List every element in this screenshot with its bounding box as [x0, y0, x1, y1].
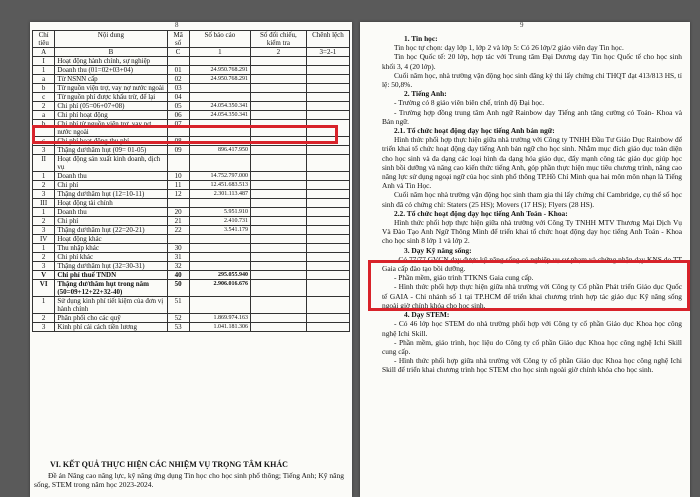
row-report-value-cell: 24.054.350.341 [189, 102, 250, 111]
row-content-cell: Kinh phí cải cách tiền lương [55, 323, 167, 332]
row-index-cell: 1 [33, 244, 55, 253]
table-row [33, 172, 350, 181]
row-difference-cell [306, 262, 349, 271]
row-index-cell: b [33, 120, 55, 137]
row-index-cell: c [33, 93, 55, 102]
table-row [33, 280, 350, 297]
table-row [33, 208, 350, 217]
body-paragraph: - Hình thức phối hợp giữa nhà trường với Công ty cổ phần Giáo dục Khoa học công nghệ Ichi Skill để triển khai chương trình học STEM cho học sinh ngoài giờ chính khóa cho học sinh. [382, 356, 682, 375]
row-content-cell: Từ nguồn viện trợ, vay nợ nước ngoài [55, 84, 167, 93]
row-report-value-cell [189, 253, 250, 262]
table-row [33, 111, 350, 120]
letter-cell: 2 [251, 48, 307, 57]
row-report-value-cell [189, 235, 250, 244]
body-paragraph: Hình thức phối hợp thực hiện giữa nhà trường với Công Ty TNHH MTV Thương Mại Dịch Vụ Và Đào Tạo Anh Ngữ Thông Minh để triển khai tổ chức hoạt động dạy học tiếng Anh Toán - Khoa cho học sinh 8 lớp 1 và lớp 2. [382, 218, 682, 246]
row-index-cell: b [33, 84, 55, 93]
row-index-cell: III [33, 199, 55, 208]
section-heading: 2.1. Tổ chức hoạt động dạy học tiếng Anh bản ngữ: [394, 126, 555, 136]
row-code-cell: 04 [167, 93, 189, 102]
row-report-value-cell [189, 244, 250, 253]
row-check-value-cell [251, 102, 307, 111]
section-heading: 1. Tin học: [404, 34, 438, 43]
row-difference-cell [306, 172, 349, 181]
row-code-cell: 07 [167, 120, 189, 137]
table-row [33, 199, 350, 208]
row-check-value-cell [251, 111, 307, 120]
table-letter-row [33, 48, 350, 57]
row-index-cell: 3 [33, 146, 55, 155]
row-index-cell: II [33, 155, 55, 172]
row-difference-cell [306, 226, 349, 235]
row-difference-cell [306, 102, 349, 111]
section-heading: 2. Tiếng Anh: [404, 89, 447, 99]
row-content-cell: Chi phí (05=06+07+08) [55, 102, 167, 111]
table-row [33, 244, 350, 253]
table-row [33, 297, 350, 314]
row-report-value-cell [189, 262, 250, 271]
row-difference-cell [306, 297, 349, 314]
table-row [33, 190, 350, 199]
row-index-cell: 2 [33, 181, 55, 190]
row-check-value-cell [251, 93, 307, 102]
row-check-value-cell [251, 226, 307, 235]
row-check-value-cell [251, 57, 307, 66]
row-report-value-cell [189, 199, 250, 208]
table-row [33, 93, 350, 102]
row-report-value-cell [189, 155, 250, 172]
row-content-cell: Thu nhập khác [55, 244, 167, 253]
row-difference-cell [306, 217, 349, 226]
row-report-value-cell: 12.451.683.513 [189, 181, 250, 190]
row-difference-cell [306, 84, 349, 93]
row-report-value-cell: 24.950.768.291 [189, 66, 250, 75]
row-code-cell: 21 [167, 217, 189, 226]
row-content-cell: Chi phí hoạt động thu phí [55, 137, 167, 146]
row-code-cell [167, 155, 189, 172]
page-number: 9 [520, 22, 524, 29]
row-code-cell: 52 [167, 314, 189, 323]
row-difference-cell [306, 93, 349, 102]
letter-cell: B [55, 48, 167, 57]
table-row [33, 84, 350, 93]
header-cell: Chỉ tiêu [33, 31, 55, 48]
row-difference-cell [306, 146, 349, 155]
row-index-cell: 3 [33, 226, 55, 235]
row-code-cell: 22 [167, 226, 189, 235]
row-index-cell: VI [33, 280, 55, 297]
row-index-cell: 3 [33, 323, 55, 332]
row-difference-cell [306, 271, 349, 280]
row-index-cell: c [33, 137, 55, 146]
header-cell: Số đối chiếu, kiểm tra [251, 31, 307, 48]
row-content-cell: Chi phí khác [55, 253, 167, 262]
row-difference-cell [306, 75, 349, 84]
row-difference-cell [306, 190, 349, 199]
table-row [33, 146, 350, 155]
row-index-cell: 2 [33, 102, 55, 111]
row-content-cell: Thặng dư/thâm hụt trong năm (50=09+12+22+32-40) [55, 280, 167, 297]
row-index-cell: 1 [33, 66, 55, 75]
row-difference-cell [306, 66, 349, 75]
row-content-cell: Chi phí [55, 217, 167, 226]
row-difference-cell [306, 155, 349, 172]
highlight-box-fee-revenue-row [32, 125, 338, 144]
row-difference-cell [306, 235, 349, 244]
row-code-cell: 40 [167, 271, 189, 280]
row-report-value-cell: 2.906.016.676 [189, 280, 250, 297]
row-index-cell: a [33, 75, 55, 84]
row-index-cell: a [33, 111, 55, 120]
row-index-cell: 1 [33, 297, 55, 314]
row-code-cell: 20 [167, 208, 189, 217]
table-row [33, 314, 350, 323]
body-paragraph: - Phần mềm, giáo trình, học liệu do Công ty cổ phần Giáo dục Khoa học công nghệ Ichi Skill cung cấp. [382, 337, 682, 356]
letter-cell: C [167, 48, 189, 57]
row-difference-cell [306, 253, 349, 262]
row-code-cell: 32 [167, 262, 189, 271]
row-check-value-cell [251, 190, 307, 199]
row-index-cell: 2 [33, 314, 55, 323]
table-row [33, 253, 350, 262]
table-row [33, 155, 350, 172]
body-paragraph: Cuối năm học, nhà trường vận động học sinh đăng ký thi lấy chứng chỉ THQT đạt 413/813 HS, tỉ lệ: 50,8%. [382, 70, 682, 90]
row-content-cell: Chi phí [55, 181, 167, 190]
row-content-cell: Từ NSNN cấp [55, 75, 167, 84]
row-difference-cell [306, 57, 349, 66]
left-document-page [30, 22, 352, 497]
row-report-value-cell [189, 57, 250, 66]
body-paragraph: - Hình thức phối hợp thực hiện giữa nhà trường với Công ty Cổ phần Phát triển Giáo dục Quốc tế GAIA - Chi nhánh số 1 tại TP.HCM để triển khai chương trình hợp tác giáo dục Kỹ năng sống ngoài giờ chính khóa cho học sinh. [382, 282, 682, 310]
table-header-row [33, 31, 350, 48]
row-index-cell: 2 [33, 217, 55, 226]
row-check-value-cell [251, 208, 307, 217]
letter-cell: 1 [189, 48, 250, 57]
row-check-value-cell [251, 84, 307, 93]
row-code-cell: 08 [167, 137, 189, 146]
table-row [33, 66, 350, 75]
row-check-value-cell [251, 199, 307, 208]
row-index-cell: 3 [33, 262, 55, 271]
row-index-cell: IV [33, 235, 55, 244]
section-heading: 2.2. Tổ chức hoạt động dạy học tiếng Anh Toán - Khoa: [394, 208, 568, 218]
row-index-cell: 2 [33, 253, 55, 262]
row-report-value-cell: 2.410.731 [189, 217, 250, 226]
section-heading: VI. KẾT QUẢ THỰC HIỆN CÁC NHIỆM VỤ TRỌNG TÂM KHÁC [50, 460, 288, 469]
row-content-cell: Thặng dư/thâm hụt (32=30-31) [55, 262, 167, 271]
row-report-value-cell: 24.950.768.291 [189, 75, 250, 84]
row-content-cell: Sử dụng kinh phí tiết kiệm của đơn vị hành chính [55, 297, 167, 314]
body-paragraph: Tin học Quốc tế: 20 lớp, hợp tác với Trung tâm Đại Dương dạy Tin học Quốc tế cho học sinh khối 3, 4 (20 lớp). [382, 52, 682, 71]
row-check-value-cell [251, 314, 307, 323]
row-check-value-cell [251, 146, 307, 155]
row-content-cell: Doanh thu [55, 172, 167, 181]
row-difference-cell [306, 280, 349, 297]
row-code-cell: 02 [167, 75, 189, 84]
table-row [33, 75, 350, 84]
table-row [33, 57, 350, 66]
row-difference-cell [306, 323, 349, 332]
row-check-value-cell [251, 66, 307, 75]
row-report-value-cell: 5.951.910 [189, 208, 250, 217]
row-check-value-cell [251, 75, 307, 84]
row-report-value-cell: 1.041.181.306 [189, 323, 250, 332]
header-cell: Nội dung [55, 31, 167, 48]
row-content-cell: Chi phí từ nguồn viện trợ, vay nợ nước ngoài [55, 120, 167, 137]
row-check-value-cell [251, 271, 307, 280]
row-code-cell: 11 [167, 181, 189, 190]
table-row [33, 217, 350, 226]
header-cell: Mã số [167, 31, 189, 48]
body-paragraph: - Có 46 lớp học STEM do nhà trường phối hợp với Công ty cổ phần Giáo dục Khoa học công nghệ Ichi Skill. [382, 319, 682, 338]
row-check-value-cell [251, 172, 307, 181]
row-content-cell: Hoạt động hành chính, sự nghiệp [55, 57, 167, 66]
row-difference-cell [306, 111, 349, 120]
right-page-content [382, 34, 682, 375]
body-paragraph: Cuối năm học nhà trường vận động học sinh tham gia thi lấy chứng chỉ Cambridge, cụ thể số học sinh đã có chứng chỉ: Staters (25 HS); Movers (17 HS); Flyers (28 HS). [382, 190, 682, 209]
row-content-cell: Chi phí thuế TNDN [55, 271, 167, 280]
body-paragraph: Hình thức phối hợp thực hiện giữa nhà trường với Công ty TNHH Đầu Tư Giáo Dục Rainbow để triển khai tổ chức hoạt động dạy tiếng Anh bản ngữ cho học sinh. Nhằm mục đích giáo dục toàn diện cho học sinh và đa dạng các loại hình đa dạng hóa giáo dục, đẩy mạnh công tác giáo dục giúp học sinh bồi dưỡng và nâng cao kiến thức tiếng Anh, góp phần thực hiện mục tiêu chương trình, nâng cao năng lực sử dụng ngoại ngữ của học sinh phổ thông TP.Hồ Chí Minh qua hai môn môn nhạn là Tiếng Anh và Tin Học. [382, 135, 682, 191]
row-code-cell: 05 [167, 102, 189, 111]
row-code-cell [167, 57, 189, 66]
row-report-value-cell: 295.055.940 [189, 271, 250, 280]
row-index-cell: V [33, 271, 55, 280]
letter-cell: 3=2-1 [306, 48, 349, 57]
row-index-cell: I [33, 57, 55, 66]
row-check-value-cell [251, 280, 307, 297]
row-content-cell: Thặng dư/thâm hụt (22=20-21) [55, 226, 167, 235]
body-paragraph: Tin học tự chọn: dạy lớp 1, lớp 2 và lớp 5: Có 26 lớp/2 giáo viên dạy Tin học. [394, 43, 624, 53]
highlight-box-english-math-science [368, 260, 690, 311]
section-heading: 4. Dạy STEM: [404, 310, 450, 320]
row-code-cell [167, 199, 189, 208]
row-report-value-cell: 896.417.950 [189, 146, 250, 155]
row-check-value-cell [251, 155, 307, 172]
row-code-cell: 06 [167, 111, 189, 120]
body-paragraph: - Trường có 8 giáo viên biên chế, trình độ Đại học. [394, 98, 545, 108]
row-index-cell: 1 [33, 208, 55, 217]
table-row [33, 271, 350, 280]
row-check-value-cell [251, 244, 307, 253]
row-report-value-cell [189, 93, 250, 102]
row-check-value-cell [251, 181, 307, 190]
row-check-value-cell [251, 217, 307, 226]
page-number: 8 [175, 22, 179, 29]
row-content-cell: Hoạt động sản xuất kinh doanh, dịch vụ [55, 155, 167, 172]
row-content-cell: Doanh thu [55, 208, 167, 217]
row-content-cell: Hoạt động tài chính [55, 199, 167, 208]
section-paragraph: Đề án Nâng cao năng lực, kỹ năng ứng dụng Tin học cho học sinh phổ thông; Tiếng Anh; Kỹ năng sống, STEM trong năm học 2023-2024. [34, 471, 344, 489]
row-content-cell: Thặng dư/thâm hụt (12=10-11) [55, 190, 167, 199]
table-row [33, 262, 350, 271]
body-paragraph: - Trường hợp đồng trung tâm Anh ngữ Rainbow dạy Tiếng anh tăng cường có Toán- Khoa và Bản ngữ. [382, 107, 682, 126]
header-cell: Số báo cáo [189, 31, 250, 48]
row-report-value-cell [189, 84, 250, 93]
row-index-cell: 1 [33, 172, 55, 181]
row-difference-cell [306, 208, 349, 217]
table-row [33, 181, 350, 190]
row-difference-cell [306, 181, 349, 190]
row-code-cell: 30 [167, 244, 189, 253]
row-code-cell [167, 235, 189, 244]
row-code-cell: 12 [167, 190, 189, 199]
row-report-value-cell: 3.541.179 [189, 226, 250, 235]
row-report-value-cell: 2.301.113.487 [189, 190, 250, 199]
row-code-cell: 09 [167, 146, 189, 155]
row-code-cell: 50 [167, 280, 189, 297]
row-content-cell: Từ nguồn phí được khấu trừ, để lại [55, 93, 167, 102]
table-body [33, 57, 350, 332]
row-code-cell: 10 [167, 172, 189, 181]
row-check-value-cell [251, 253, 307, 262]
row-report-value-cell: 1.869.974.163 [189, 314, 250, 323]
row-difference-cell [306, 314, 349, 323]
body-paragraph: - Phần mềm, giáo trình TTKNS Gaia cung cấp. [394, 273, 534, 283]
row-check-value-cell [251, 262, 307, 271]
row-report-value-cell: 24.054.350.341 [189, 111, 250, 120]
row-content-cell: Phân phối cho các quỹ [55, 314, 167, 323]
row-code-cell: 53 [167, 323, 189, 332]
table-row [33, 323, 350, 332]
letter-cell: A [33, 48, 55, 57]
table-row [33, 235, 350, 244]
row-difference-cell [306, 244, 349, 253]
row-code-cell: 31 [167, 253, 189, 262]
table-row [33, 226, 350, 235]
row-report-value-cell: 14.752.797.000 [189, 172, 250, 181]
financial-report-table [32, 30, 350, 332]
row-content-cell: Doanh thu (01=02+03+04) [55, 66, 167, 75]
row-content-cell: Hoạt động khác [55, 235, 167, 244]
row-content-cell: Thặng dư/thâm hụt (09= 01-05) [55, 146, 167, 155]
section-heading: 3. Dạy Kỹ năng sống: [404, 245, 472, 255]
row-check-value-cell [251, 323, 307, 332]
row-difference-cell [306, 199, 349, 208]
row-check-value-cell [251, 235, 307, 244]
row-code-cell: 03 [167, 84, 189, 93]
row-report-value-cell [189, 297, 250, 314]
row-code-cell: 01 [167, 66, 189, 75]
header-cell: Chênh lệch [306, 31, 349, 48]
row-code-cell: 51 [167, 297, 189, 314]
body-paragraph: - Có 77/77 GVCN dạy được kỹ năng sống có nghiệp vụ sư phạm và chứng nhận dạy KNS do TT Gaia cấp đào tạo bồi dưỡng. [382, 254, 682, 274]
row-index-cell: 3 [33, 190, 55, 199]
table-row [33, 102, 350, 111]
row-content-cell: Chi phí hoạt động [55, 111, 167, 120]
row-check-value-cell [251, 297, 307, 314]
